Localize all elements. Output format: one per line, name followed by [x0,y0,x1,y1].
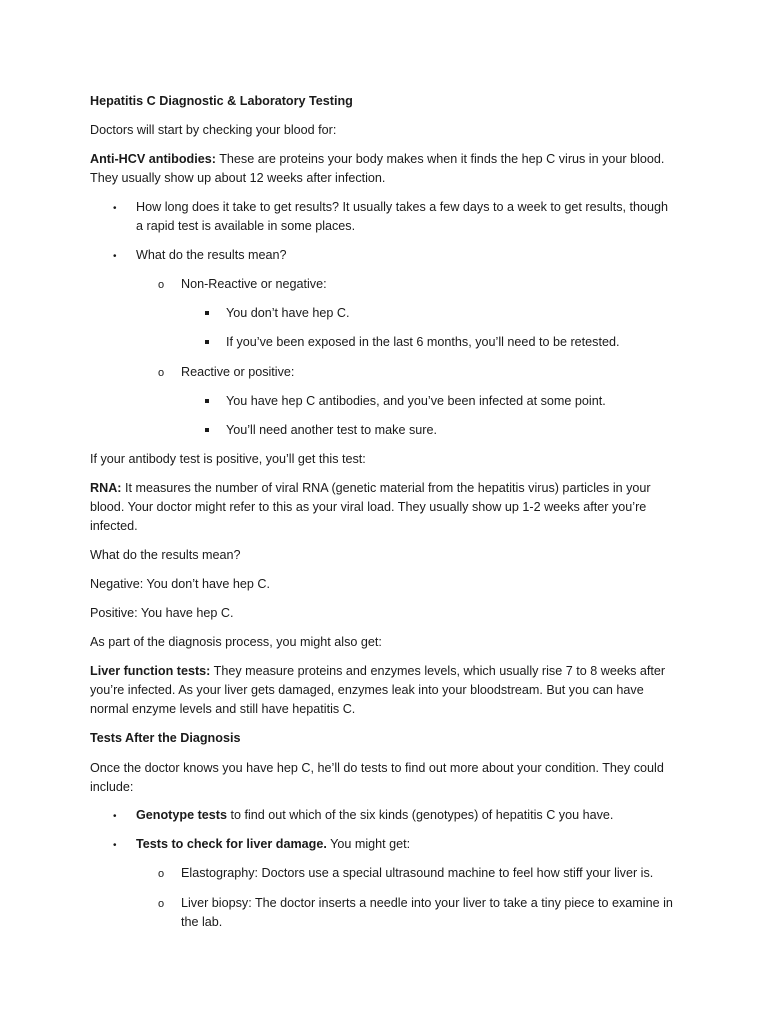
genotype-desc: to find out which of the six kinds (genotypes) of hepatitis C you have. [226,808,614,822]
genotype-term: Genotype tests [136,808,227,822]
liver-function-line-3: normal enzyme levels and still have hepatitis C. [90,702,356,716]
bullet-marker: • [113,203,117,214]
positive-result: Positive: You have hep C. [90,606,234,620]
anti-hcv-line-2: They usually show up about 12 weeks after infection. [90,171,386,185]
biopsy-line-2: the lab. [181,915,223,929]
liver-damage-desc: You might get: [326,837,411,851]
after-intro-line-2: include: [90,780,134,794]
anti-hcv-line-1 [90,150,664,169]
genotype-item [136,806,613,825]
bullet-marker: • [113,251,117,262]
liver-function-term: Liver function tests: [90,664,211,678]
non-reactive-item-2: If you’ve been exposed in the last 6 months, you’ll need to be retested. [226,335,620,349]
positive-test-text: If your antibody test is positive, you’ll get this test: [90,452,366,466]
document-title: Hepatitis C Diagnostic & Laboratory Testing [90,94,353,108]
liver-function-line-1 [90,662,665,681]
biopsy-line-1: Liver biopsy: The doctor inserts a needle into your liver to take a tiny piece to examine in [181,896,673,910]
results-question-1: What do the results mean? [136,248,287,262]
elastography-item: Elastography: Doctors use a special ultrasound machine to feel how stiff your liver is. [181,866,654,880]
circle-marker: o [158,279,165,291]
after-diagnosis-heading: Tests After the Diagnosis [90,731,241,745]
anti-hcv-desc: These are proteins your body makes when it finds the hep C virus in your blood. [215,152,665,166]
rna-line-2: blood. Your doctor might refer to this as your viral load. They usually show up 1-2 weeks after you’re [90,500,647,514]
non-reactive-heading: Non-Reactive or negative: [181,277,327,291]
bullet-marker: • [113,811,117,822]
non-reactive-item-1: You don’t have hep C. [226,306,350,320]
liver-function-desc: They measure proteins and enzymes levels, which usually rise 7 to 8 weeks after [210,664,666,678]
negative-result: Negative: You don’t have hep C. [90,577,270,591]
reactive-heading: Reactive or positive: [181,365,295,379]
rna-desc: It measures the number of viral RNA (genetic material from the hepatitis virus) particles in your [121,481,651,495]
square-bullet-icon [205,399,209,403]
liver-damage-term: Tests to check for liver damage. [136,837,327,851]
results-time-line-1: How long does it take to get results? It usually takes a few days to a week to get results, though [136,200,669,214]
results-time-line-2: a rapid test is available in some places. [136,219,356,233]
liver-function-line-2: you’re infected. As your liver gets damaged, enzymes leak into your bloodstream. But you can have [90,683,644,697]
after-intro-line-1: Once the doctor knows you have hep C, he’ll do tests to find out more about your condition. They could [90,761,664,775]
rna-line-1 [90,479,651,498]
bullet-marker: • [113,840,117,851]
results-question-2: What do the results mean? [90,548,241,562]
intro-text: Doctors will start by checking your blood for: [90,123,337,137]
anti-hcv-term: Anti-HCV antibodies: [90,152,216,166]
rna-line-3: infected. [90,519,138,533]
square-bullet-icon [205,340,209,344]
circle-marker: o [158,868,165,880]
circle-marker: o [158,898,165,910]
also-get-text: As part of the diagnosis process, you might also get: [90,635,382,649]
square-bullet-icon [205,311,209,315]
reactive-item-1: You have hep C antibodies, and you’ve been infected at some point. [226,394,606,408]
square-bullet-icon [205,428,209,432]
circle-marker: o [158,367,165,379]
reactive-item-2: You’ll need another test to make sure. [226,423,437,437]
rna-term: RNA: [90,481,122,495]
liver-damage-item [136,835,410,854]
